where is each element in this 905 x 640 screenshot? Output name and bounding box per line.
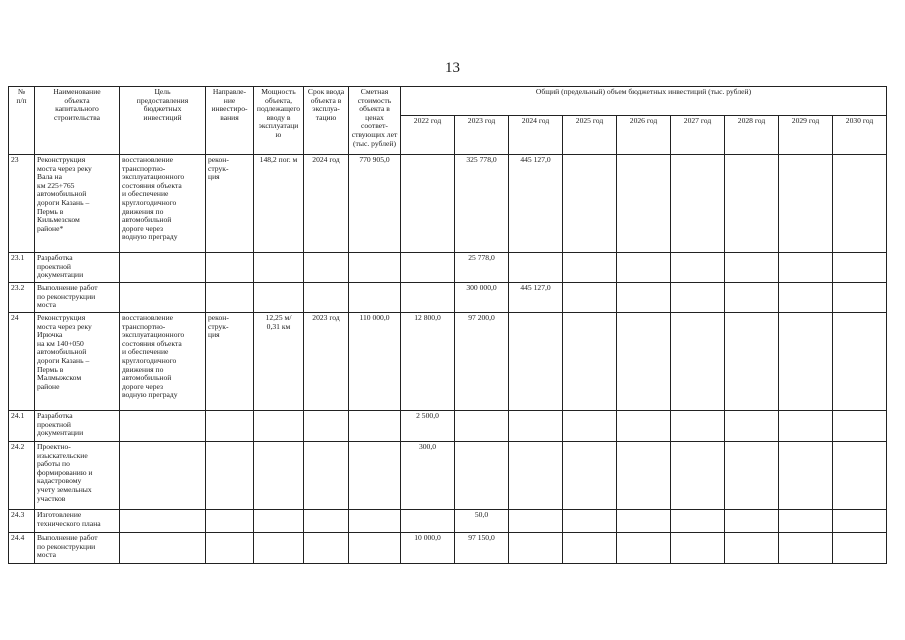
row-name-cell: Выполнение работ по реконструкции моста [35, 533, 120, 564]
row-year-value-cell [725, 442, 779, 510]
row-capacity-cell [254, 253, 304, 283]
table-body [9, 155, 887, 564]
row-year-value-cell [779, 253, 833, 283]
table-row [9, 253, 887, 283]
row-year-value-cell [671, 510, 725, 533]
row-year-value-cell [617, 155, 671, 253]
header-year: 2028 год [725, 116, 779, 155]
row-year-value-cell: 25 778,0 [455, 253, 509, 283]
row-year-value-cell [401, 510, 455, 533]
row-cost-cell [349, 442, 401, 510]
row-year-value-cell [617, 533, 671, 564]
row-year-value-cell [563, 313, 617, 411]
row-year-value-cell [509, 442, 563, 510]
row-year-value-cell [401, 283, 455, 313]
row-year-value-cell [401, 253, 455, 283]
row-year-value-cell: 300 000,0 [455, 283, 509, 313]
row-year-value-cell [671, 411, 725, 442]
row-direction-cell [206, 510, 254, 533]
row-term-cell [304, 253, 349, 283]
row-year-value-cell [833, 510, 887, 533]
row-cost-cell [349, 253, 401, 283]
row-year-value-cell [725, 533, 779, 564]
header-year: 2025 год [563, 116, 617, 155]
row-name-cell: Разработка проектной документации [35, 253, 120, 283]
row-num-cell: 23 [9, 155, 35, 253]
row-year-value-cell [725, 283, 779, 313]
header-direction: Направле- ние инвестиро- вания [206, 87, 254, 155]
header-year: 2030 год [833, 116, 887, 155]
row-direction-cell [206, 411, 254, 442]
row-year-value-cell [455, 411, 509, 442]
row-year-value-cell [671, 442, 725, 510]
row-capacity-cell [254, 510, 304, 533]
row-name-cell: Реконструкция моста через реку Вала на км 225+765 автомобильной дороги Казань – Пермь в Кильмезском районе* [35, 155, 120, 253]
row-name-cell: Изготовление технического плана [35, 510, 120, 533]
row-num-cell: 24.4 [9, 533, 35, 564]
row-term-cell: 2024 год [304, 155, 349, 253]
row-term-cell [304, 442, 349, 510]
row-num-cell: 23.2 [9, 283, 35, 313]
row-term-cell [304, 533, 349, 564]
row-num-cell: 24.1 [9, 411, 35, 442]
row-year-value-cell [779, 313, 833, 411]
page-number: 13 [445, 60, 460, 76]
row-year-value-cell [779, 510, 833, 533]
row-year-value-cell [563, 283, 617, 313]
row-year-value-cell [617, 442, 671, 510]
row-year-value-cell [725, 155, 779, 253]
row-year-value-cell [617, 411, 671, 442]
row-year-value-cell: 325 778,0 [455, 155, 509, 253]
row-year-value-cell [563, 510, 617, 533]
row-purpose-cell: восстановление транспортно- эксплуатационного состояния объекта и обеспечение круглогодичного движения по автомобильной дороге через водную преграду [120, 155, 206, 253]
row-year-value-cell [833, 253, 887, 283]
header-cost: Сметная стоимость объекта в ценах соответ- ствующих лет (тыс. рублей) [349, 87, 401, 155]
header-year: 2024 год [509, 116, 563, 155]
row-year-value-cell: 97 150,0 [455, 533, 509, 564]
row-capacity-cell: 148,2 пог. м [254, 155, 304, 253]
row-year-value-cell [833, 411, 887, 442]
row-term-cell: 2023 год [304, 313, 349, 411]
row-year-value-cell [671, 283, 725, 313]
row-capacity-cell [254, 533, 304, 564]
row-year-value-cell [779, 155, 833, 253]
row-year-value-cell [779, 411, 833, 442]
row-purpose-cell [120, 283, 206, 313]
row-year-value-cell [617, 253, 671, 283]
row-year-value-cell [779, 533, 833, 564]
row-year-value-cell [563, 442, 617, 510]
row-capacity-cell [254, 283, 304, 313]
table-row [9, 411, 887, 442]
row-year-value-cell [509, 313, 563, 411]
row-term-cell [304, 283, 349, 313]
row-direction-cell: рекон- струк- ция [206, 155, 254, 253]
row-year-value-cell [563, 155, 617, 253]
header-name: Наименование объекта капитального строительства [35, 87, 120, 155]
table-row [9, 283, 887, 313]
row-year-value-cell [725, 510, 779, 533]
row-capacity-cell [254, 411, 304, 442]
row-year-value-cell: 12 800,0 [401, 313, 455, 411]
row-name-cell: Проектно- изыскательские работы по формированию и кадастровому учету земельных участков [35, 442, 120, 510]
row-purpose-cell [120, 411, 206, 442]
table-row [9, 510, 887, 533]
row-purpose-cell [120, 510, 206, 533]
row-purpose-cell [120, 253, 206, 283]
row-direction-cell [206, 283, 254, 313]
row-year-value-cell [779, 442, 833, 510]
row-capacity-cell [254, 442, 304, 510]
row-year-value-cell: 2 500,0 [401, 411, 455, 442]
row-year-value-cell [725, 411, 779, 442]
header-year: 2022 год [401, 116, 455, 155]
row-year-value-cell [725, 253, 779, 283]
row-capacity-cell: 12,25 м/ 0,31 км [254, 313, 304, 411]
row-num-cell: 24.2 [9, 442, 35, 510]
row-year-value-cell [833, 313, 887, 411]
row-year-value-cell [617, 283, 671, 313]
row-year-value-cell [509, 411, 563, 442]
row-purpose-cell: восстановление транспортно- эксплуатационного состояния объекта и обеспечение круглогодичного движения по автомобильной дороге через водную преграду [120, 313, 206, 411]
row-name-cell: Выполнение работ по реконструкции моста [35, 283, 120, 313]
row-cost-cell: 110 000,0 [349, 313, 401, 411]
header-purpose: Цель предоставления бюджетных инвестиций [120, 87, 206, 155]
row-num-cell: 23.1 [9, 253, 35, 283]
table-row [9, 533, 887, 564]
row-cost-cell: 770 905,0 [349, 155, 401, 253]
header-term: Срок ввода объекта в эксплуа- тацию [304, 87, 349, 155]
row-year-value-cell [563, 253, 617, 283]
row-year-value-cell [833, 283, 887, 313]
row-year-value-cell [617, 313, 671, 411]
table-row [9, 155, 887, 253]
row-name-cell: Разработка проектной документации [35, 411, 120, 442]
row-purpose-cell [120, 533, 206, 564]
row-term-cell [304, 510, 349, 533]
row-cost-cell [349, 283, 401, 313]
row-name-cell: Реконструкция моста через реку Ирючка на км 140+050 автомобильной дороги Казань – Пермь в Малмыжском районе [35, 313, 120, 411]
row-year-value-cell [509, 510, 563, 533]
row-year-value-cell [671, 533, 725, 564]
row-num-cell: 24 [9, 313, 35, 411]
row-year-value-cell [509, 253, 563, 283]
row-year-value-cell [563, 411, 617, 442]
row-year-value-cell [833, 442, 887, 510]
row-year-value-cell [779, 283, 833, 313]
row-direction-cell: рекон- струк- ция [206, 313, 254, 411]
row-year-value-cell [671, 155, 725, 253]
row-year-value-cell [725, 313, 779, 411]
row-cost-cell [349, 533, 401, 564]
header-total-group: Общий (предельный) объем бюджетных инвестиций (тыс. рублей) [401, 87, 887, 116]
budget-investment-table [8, 86, 887, 564]
header-year: 2029 год [779, 116, 833, 155]
row-year-value-cell [833, 533, 887, 564]
table-row [9, 442, 887, 510]
table-row [9, 313, 887, 411]
row-cost-cell [349, 411, 401, 442]
row-year-value-cell [401, 155, 455, 253]
row-purpose-cell [120, 442, 206, 510]
row-year-value-cell: 445 127,0 [509, 283, 563, 313]
row-year-value-cell: 97 200,0 [455, 313, 509, 411]
header-year: 2026 год [617, 116, 671, 155]
row-direction-cell [206, 442, 254, 510]
row-year-value-cell [509, 533, 563, 564]
row-year-value-cell [563, 533, 617, 564]
row-year-value-cell [671, 313, 725, 411]
row-year-value-cell [617, 510, 671, 533]
row-year-value-cell [455, 442, 509, 510]
header-year: 2023 год [455, 116, 509, 155]
row-direction-cell [206, 253, 254, 283]
header-capacity: Мощность объекта, подлежащего вводу в эксплуатацию [254, 87, 304, 155]
row-year-value-cell: 445 127,0 [509, 155, 563, 253]
row-year-value-cell [671, 253, 725, 283]
row-term-cell [304, 411, 349, 442]
row-year-value-cell: 300,0 [401, 442, 455, 510]
row-direction-cell [206, 533, 254, 564]
row-year-value-cell: 50,0 [455, 510, 509, 533]
row-year-value-cell: 10 000,0 [401, 533, 455, 564]
row-cost-cell [349, 510, 401, 533]
row-year-value-cell [833, 155, 887, 253]
header-num: № п/п [9, 87, 35, 155]
header-year: 2027 год [671, 116, 725, 155]
row-num-cell: 24.3 [9, 510, 35, 533]
